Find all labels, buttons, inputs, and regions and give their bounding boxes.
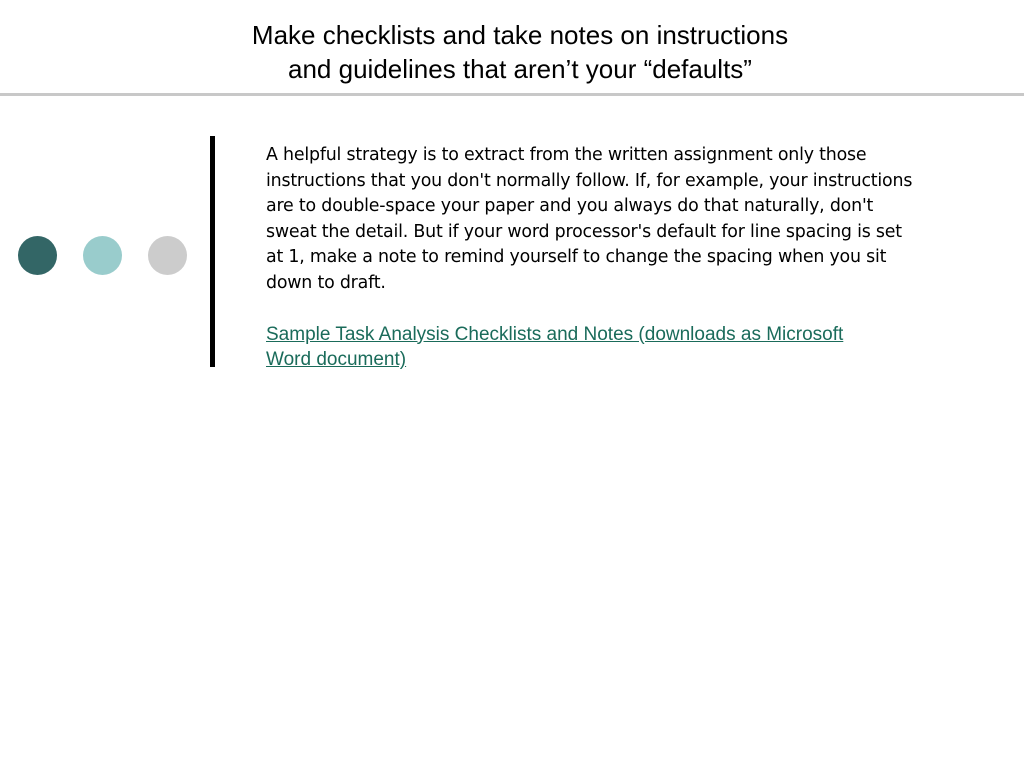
title-divider — [0, 93, 1024, 96]
sample-checklist-download-link[interactable]: Sample Task Analysis Checklists and Notes (downloads as Microsoft Word document) — [266, 323, 844, 371]
decorative-dot-gray — [148, 236, 187, 275]
slide-content — [266, 143, 916, 373]
vertical-accent-bar — [210, 136, 215, 367]
title-area — [0, 0, 1024, 94]
decorative-dot-dark-teal — [18, 236, 57, 275]
title-line-2: and guidelines that aren’t your “defaults” — [288, 54, 752, 84]
body-paragraph: A helpful strategy is to extract from the written assignment only those instructions that you don't normally follow. If, for example, your instructions are to double-space your paper and you always do that naturally, don't sweat the detail. But if your word processor's default for line spacing is set at 1, make a note to remind yourself to change the spacing when you sit down to draft. — [266, 145, 913, 293]
decorative-dot-light-teal — [83, 236, 122, 275]
slide-title — [0, 18, 1024, 86]
title-line-1: Make checklists and take notes on instructions — [251, 20, 789, 50]
